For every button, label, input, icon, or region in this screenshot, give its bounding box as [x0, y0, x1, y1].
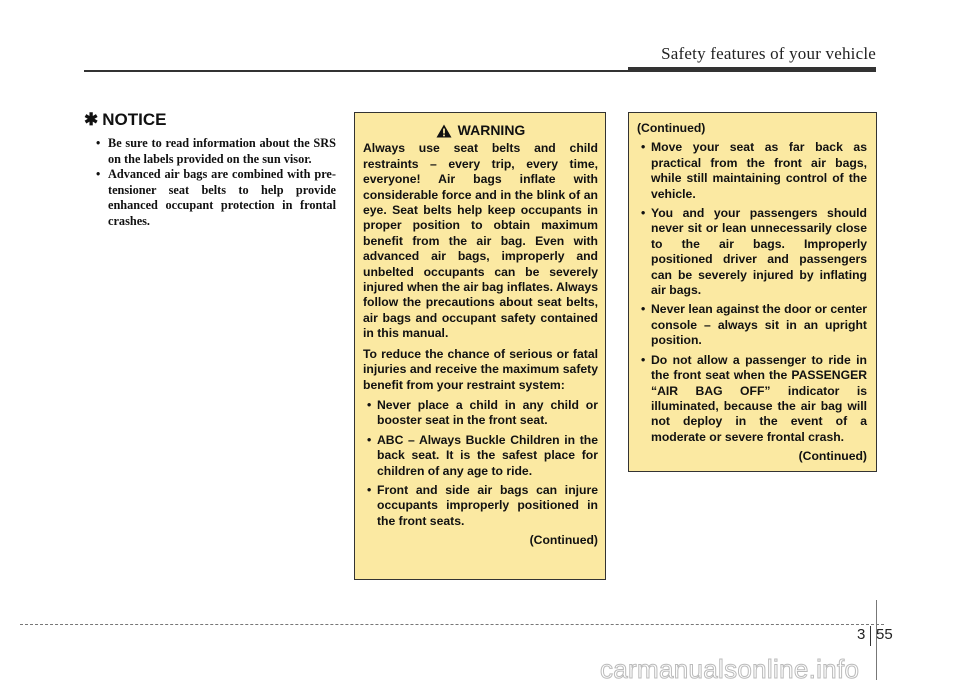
notice-item: • Be sure to read information about the SRS on the labels provided on the sun visor.	[84, 136, 336, 167]
continued-warning-box	[628, 112, 877, 472]
asterisk-icon: ✱	[84, 110, 99, 129]
warning-paragraph: To reduce the chance of serious or fatal injuries and receive the maximum safety benefit from your restraint system:	[363, 346, 598, 392]
continued-bullet: • Move your seat as far back as practical from the front air bags, while still maintaining control of the vehicle.	[637, 140, 867, 202]
warning-bullet: • Front and side air bags can injure occupants improperly positioned in the front seats.	[363, 483, 598, 529]
continued-label: (Continued)	[529, 533, 598, 548]
continued-label: (Continued)	[637, 121, 706, 135]
warning-paragraph: Always use seat belts and child restraints – every trip, every time, everyone! Air bags inflate with considerable force and in the blink of an eye. Seat belts help keep occupants in proper position to obtain maximum benefit from the air bag. Even with advanced air bags, improperly and unbelted occupants can be severely injured when the air bag inflates. Always follow the precautions about seat belts, air bags and occupant safety contained in this manual.	[363, 141, 598, 341]
warning-triangle-icon	[436, 124, 452, 138]
header-rule	[84, 70, 876, 72]
continued-bullet: • Never lean against the door or center console – always sit in an upright position.	[637, 302, 867, 348]
notice-heading	[84, 110, 336, 130]
warning-box	[354, 112, 606, 580]
continued-bullet: • You and your passengers should never sit or lean unnecessarily close to the air bags. Improperly positioned driver and passengers can be severely injured by inflating air bags.	[637, 206, 867, 298]
watermark: carmanualsonline.info	[600, 654, 860, 684]
notice-section	[84, 110, 336, 230]
warning-bullet: • Never place a child in any child or booster seat in the front seat.	[363, 398, 598, 429]
notice-title: NOTICE	[102, 110, 167, 129]
notice-item: • Advanced air bags are combined with pre-tensioner seat belts to help provide enhanced occupant protection in frontal crashes.	[84, 167, 336, 229]
continued-bullet-list	[637, 140, 867, 445]
warning-bullet-list	[363, 398, 598, 529]
chapter-number: 3	[857, 626, 866, 643]
warning-bullet: • ABC – Always Buckle Children in the back seat. It is the safest place for children of any age to ride.	[363, 433, 598, 479]
page-header-title: Safety features of your vehicle	[661, 44, 876, 63]
warning-title: WARNING	[457, 122, 526, 138]
notice-list	[84, 136, 336, 230]
page-number-divider	[870, 626, 871, 646]
continued-label: (Continued)	[798, 449, 867, 464]
warning-heading	[363, 123, 598, 138]
footer-rule	[20, 624, 884, 625]
continued-bullet: • Do not allow a passenger to ride in the front seat when the PASSENGER “AIR BAG OFF” indicator is illuminated, because the air bag will not deploy in the event of a moderate or severe frontal crash.	[637, 353, 867, 445]
page-number: 55	[876, 626, 893, 643]
